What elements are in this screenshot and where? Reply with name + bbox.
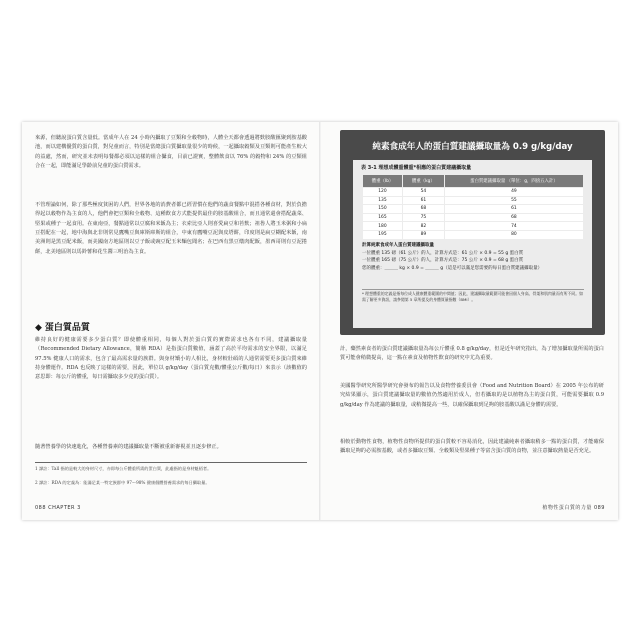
table-cell: 61 (402, 196, 444, 205)
table-cell: 150 (363, 205, 403, 214)
right-paragraph-3: 相較於動物性食物，植物性食物所提供的蛋白質較不容易消化，因此建議純素者攝取稍多一點的蛋白質，才能確保攝取足夠的必需胺基酸，或者多攝取豆類、全穀類及堅果種子等富含蛋白質的食物，並注意攝取熱量是否充足。 (340, 439, 604, 455)
table-header: 蛋白質建議攝取量 （單位：g，四捨五入計） (444, 175, 583, 188)
table-row (363, 213, 584, 222)
heading-text: 蛋白質品質 (44, 323, 90, 333)
protein-table (362, 174, 584, 240)
table-cell: 75 (402, 213, 444, 222)
table-row (363, 222, 584, 231)
left-page (22, 122, 320, 520)
left-paragraph-1: 來源，但聽說蛋白質含量低。當成年人在 24 小時內攝取了豆類和全穀物時，人體全天都會透過將麩胺酸匯聚到胺基酸池，而以建構優質的蛋白質，對兒童而言，特別是當總蛋白質攝取量很少的時候，一起攝取穀類及豆類則可能產生較大的益處，然而，研究並未表明每餐都必須以這樣的組合攝食，目前已證實，整體飲食以 76% 的穀物和 24% 的豆類組合在一起，即能滿足學齡前兒童的蛋白質需求。 (35, 135, 307, 170)
table-cell: 89 (402, 230, 444, 239)
table-cell: 82 (402, 222, 444, 231)
calc-title: 計算純素食成年人蛋白質建議攝取量 (362, 243, 434, 248)
table-cell: 165 (363, 213, 403, 222)
page-folio-right: 植物性蛋白質的力量 089 (542, 505, 605, 511)
table-row (363, 188, 584, 197)
table-cell: 180 (363, 222, 403, 231)
table-cell: 61 (444, 205, 583, 214)
left-paragraph-4: 隨著營養學的快速進化，各種營養素的建議攝取量不斷被重新審視並且逐步修正。 (35, 444, 222, 450)
right-page (321, 122, 618, 520)
table-header: 體重（lb） (363, 175, 403, 188)
calc-line: 您的體重：＿＿＿ kg × 0.9 = ＿＿＿ g（這是可以滿足您需要的每日蛋白質建議攝取量） (362, 265, 543, 271)
table-cell: 120 (363, 188, 403, 197)
table-cell: 54 (402, 188, 444, 197)
footnote-2: 2 譯註：RDA 的定義為：能滿足某一特定族群中 97～98% 健康個體營養需求的每日攝取量。 (35, 480, 210, 485)
table-cell: 195 (363, 230, 403, 239)
right-paragraph-2: 美國醫學研究所醫學研究會發布的報告以及食物營養委員會（Food and Nutrition Board）在 2005 年公布的研究結果顯示，蛋白質建議攝取量的數值仍然適用於成人，但若攝取的是以植物為主的蛋白質，可能需要攝取 0.9 g/kg/day 作為建議的攝取量，或稍微提高一些，以確保攝取到足夠的胺基酸以滿足身體的需要。 (340, 383, 604, 408)
table-cell: 68 (402, 205, 444, 214)
sidebar-notes: * 理想體重的定義是指每位成人健康體重範圍的中間值；因此，建議攝取量範圍可能會因個人身高、骨架和肌肉量而有所不同。如需了解更多資訊，請參閱第 5 章所提及的身體質量指數（BMI）。 (362, 291, 584, 302)
table-caption: 表 3-1 理想成體重體重*相應的蛋白質建議攝取量 (361, 165, 472, 171)
sidebar-title: 純素食成年人的蛋白質建議攝取量為 0.9 g/kg/day (372, 142, 573, 152)
table-cell: 135 (363, 196, 403, 205)
table-cell: 55 (444, 196, 583, 205)
table-row (363, 230, 584, 239)
right-paragraph-1: 計，藥然素食者的蛋白質建議攝取量為每公斤體重 0.8 g/kg/day，但是近年研究指出，為了增加攝取量所需的蛋白質可能會稍微提高，這一點在素食及植物性飲食的研究中尤為重要。 (340, 346, 604, 362)
footnote-rule (35, 462, 307, 463)
notes-divider (362, 289, 584, 290)
left-paragraph-2: 不管理論如何，除了那些極度貧困的人們，世界各地的消費者都已經習慣在他們的蔬食餐點中混搭各種食材，對於負擔得起以穀物作為主食的人，他們會把豆類和全穀物、這種飲食方式能提供最佳的胺基酸組合，而且通常還會搭配蔬菜、堅果或種子一起食用。在東南亞，餐點通常以豆腐和米飯為主；衣索比亞人則喜愛扁豆和苔麩；祖魯人將玉米粥和小扁豆搭配在一起，地中海與北非則常見鷹嘴豆與庫斯庫斯的組合，中東有鷹嘴豆泥與皮塔餅，印度則是扁豆糊配米飯，南美洲則是黑豆配米飯，而美國南方地區則以豆子飯或豌豆配玉米麵包聞名；在巴西有黑豆燉肉配飯，墨西哥則有豆泥捲餅，北美地區則以馬鈴薯和花生醬三明治為主食。 (35, 202, 307, 255)
table-row (363, 205, 584, 214)
left-paragraph-3: 維持良好的健康需要多少蛋白質？即使體重相同，每個人對於蛋白質的實際需求也各有不同，建議攝取量（Recommended Dietary Allowance，簡稱 RDA）是指蛋白質數值，涵蓋了高於平均需求的安全界限，以滿足 97.5% 健康人口的需求，包含了最高需求量的族群。與身材矯小的人相比，身材較壯碩的人通常需要更多蛋白質來維持身體運作。RDA 也反映了這樣的需要，因此，單位以 g/kg/day（蛋白質克數/體重公斤數/每日）來表示（該數值的意思即：每公斤的體重，每日需攝取多少克的蛋白質）。 (35, 337, 307, 381)
table-cell: 49 (444, 188, 583, 197)
calc-line: 一位體重 135 磅（61 公斤）的人，計算方式是：61 公斤 × 0.9 = 55 g 蛋白質 (362, 250, 524, 256)
book-spread (22, 122, 618, 520)
footnote-1: 1 譯註：Tall 指的是較大的身材尺寸，亦即每公斤體重所需的蛋白質，此處指的是身材魁梧者。 (35, 466, 212, 471)
calc-section (362, 242, 586, 272)
table-cell: 68 (444, 213, 583, 222)
table-cell: 74 (444, 222, 583, 231)
section-heading (35, 320, 90, 333)
table-cell: 80 (444, 230, 583, 239)
calc-line: 一位體重 165 磅（75 公斤）的人，計算方式是：75 公斤 × 0.9 = 68 g 蛋白質 (362, 258, 524, 264)
sidebar-panel (353, 160, 592, 328)
heading-bullet-icon: ◆ (35, 323, 42, 333)
table-row (363, 196, 584, 205)
page-folio-left: 088 CHAPTER 3 (35, 505, 81, 511)
sidebar-box (340, 130, 605, 335)
table-header: 體重（kg） (402, 175, 444, 188)
